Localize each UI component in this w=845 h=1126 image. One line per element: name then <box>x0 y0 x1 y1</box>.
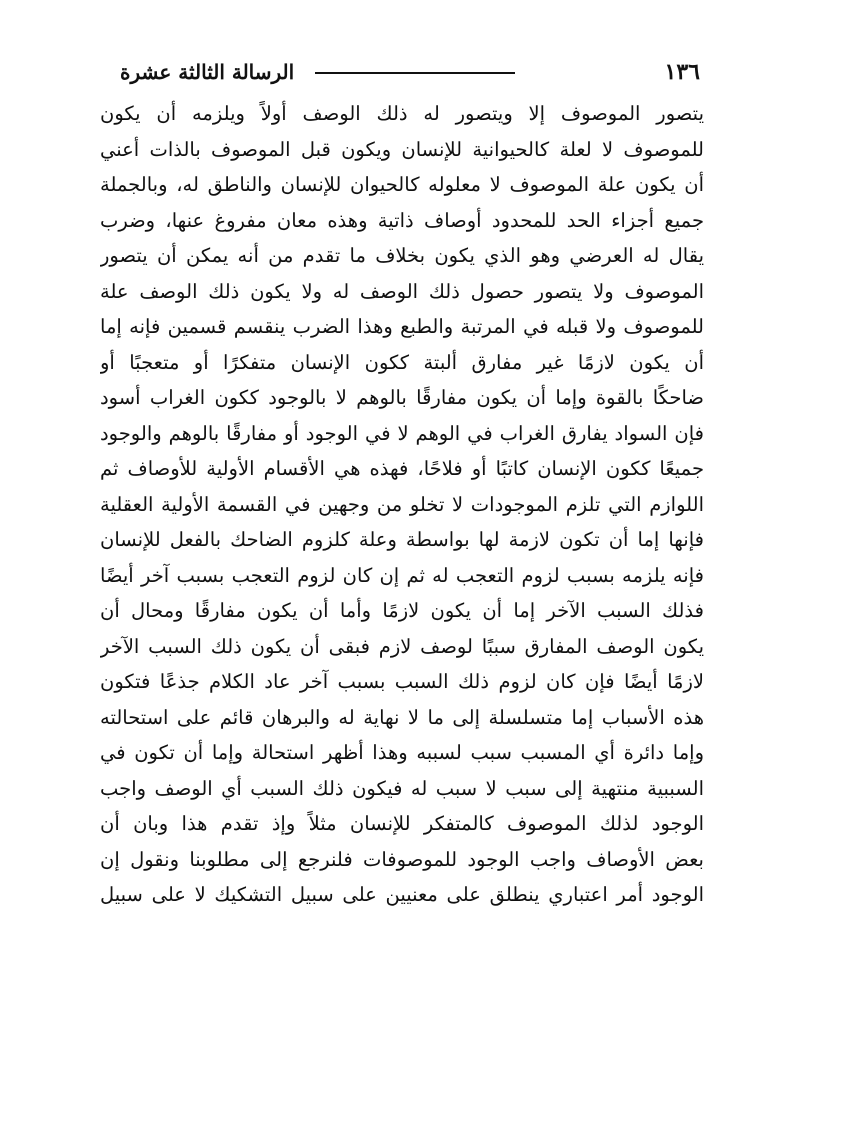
text-line: الموصوف ولا يتصور حصول ذلك الوصف له ولا يكون ذلك الوصف علة <box>100 279 704 303</box>
text-line: يكون الوصف المفارق سببًا لوصف لازم فبقى أن يكون ذلك السبب الآخر <box>100 634 704 658</box>
body-text <box>100 96 704 913</box>
text-line: فإن السواد يفارق الغراب في الوهم لا في الوجود أو مفارقًا بالوهم والوجود <box>100 421 704 445</box>
text-line: هذه الأسباب إما متسلسلة إلى ما لا نهاية له والبرهان قائم على استحالته <box>100 705 704 729</box>
text-line: لازمًا أيضًا فإن كان لزوم ذلك السبب بسبب آخر عاد الكلام جذعًا فتكون <box>100 670 704 693</box>
text-line: بعض الأوصاف واجب الوجود للموصوفات فلنرجع إلى مطلوبنا ونقول إن <box>100 847 704 871</box>
text-line: الوجود لذلك الموصوف كالمتفكر للإنسان مثلاً وإذ تقدم هذا وبان أن <box>100 812 704 835</box>
header-rule <box>315 72 515 74</box>
text-line: الوجود أمر اعتباري ينطلق على معنيين على سبيل التشكيك لا على سبيل <box>100 883 704 906</box>
text-line: أن يكون لازمًا غير مفارق ألبتة ككون الإنسان متفكرًا أو متعجبًا أو <box>100 350 704 374</box>
running-title: الرسالة الثالثة عشرة <box>120 60 295 84</box>
page-header <box>100 52 700 92</box>
text-line: يتصور الموصوف إلا ويتصور له ذلك الوصف أولاً ويلزمه أن يكون <box>100 102 704 125</box>
text-line: ضاحكًا بالقوة وإما أن يكون مفارقًا بالوهم لا بالوجود ككون الغراب أسود <box>100 386 704 409</box>
text-line: فذلك السبب الآخر إما أن يكون لازمًا وأما أن يكون مفارقًا ومحال أن <box>100 599 704 622</box>
text-line: فإنها إما أن تكون لازمة لها بواسطة وعلة كلزوم الضاحك بالفعل للإنسان <box>100 528 704 551</box>
text-line: جميعًا ككون الإنسان كاتبًا أو فلاحًا، فهذه هي الأقسام الأولية للأوصاف ثم <box>100 457 704 480</box>
text-line: يقال له العرضي وهو الذي يكون بخلاف ما تقدم من أنه يمكن أن يتصور <box>100 244 704 267</box>
text-line: أن يكون علة الموصوف لا معلوله كالحيوان للإنسان والناطق له، وبالجملة <box>100 173 704 196</box>
text-line: للموصوف لا لعلة كالحيوانية للإنسان ويكون قبل الموصوف بالذات أعني <box>100 137 704 161</box>
page-number: ١٣٦ <box>664 59 700 85</box>
text-line: وإما دائرة أي المسبب سبب لسببه وهذا أظهر استحالة وإما أن تكون في <box>100 741 704 764</box>
text-line: اللوازم التي تلزم الموجودات لا تخلو من وجهين في القسمة الأولية العقلية <box>100 492 704 516</box>
text-line: جميع أجزاء الحد للمحدود أوصاف ذاتية وهذه معان مفروغ عنها، وضرب <box>100 208 704 232</box>
text-line: فإنه يلزمه بسبب لزوم التعجب له ثم إن كان لزوم التعجب بسبب آخر أيضًا <box>100 563 704 587</box>
text-line: للموصوف ولا قبله في المرتبة والطبع وهذا الضرب ينقسم قسمين فإنه إما <box>100 315 704 338</box>
text-line: السببية منتهية إلى سبب لا سبب له فيكون ذلك السبب أي الوصف واجب <box>100 776 704 800</box>
